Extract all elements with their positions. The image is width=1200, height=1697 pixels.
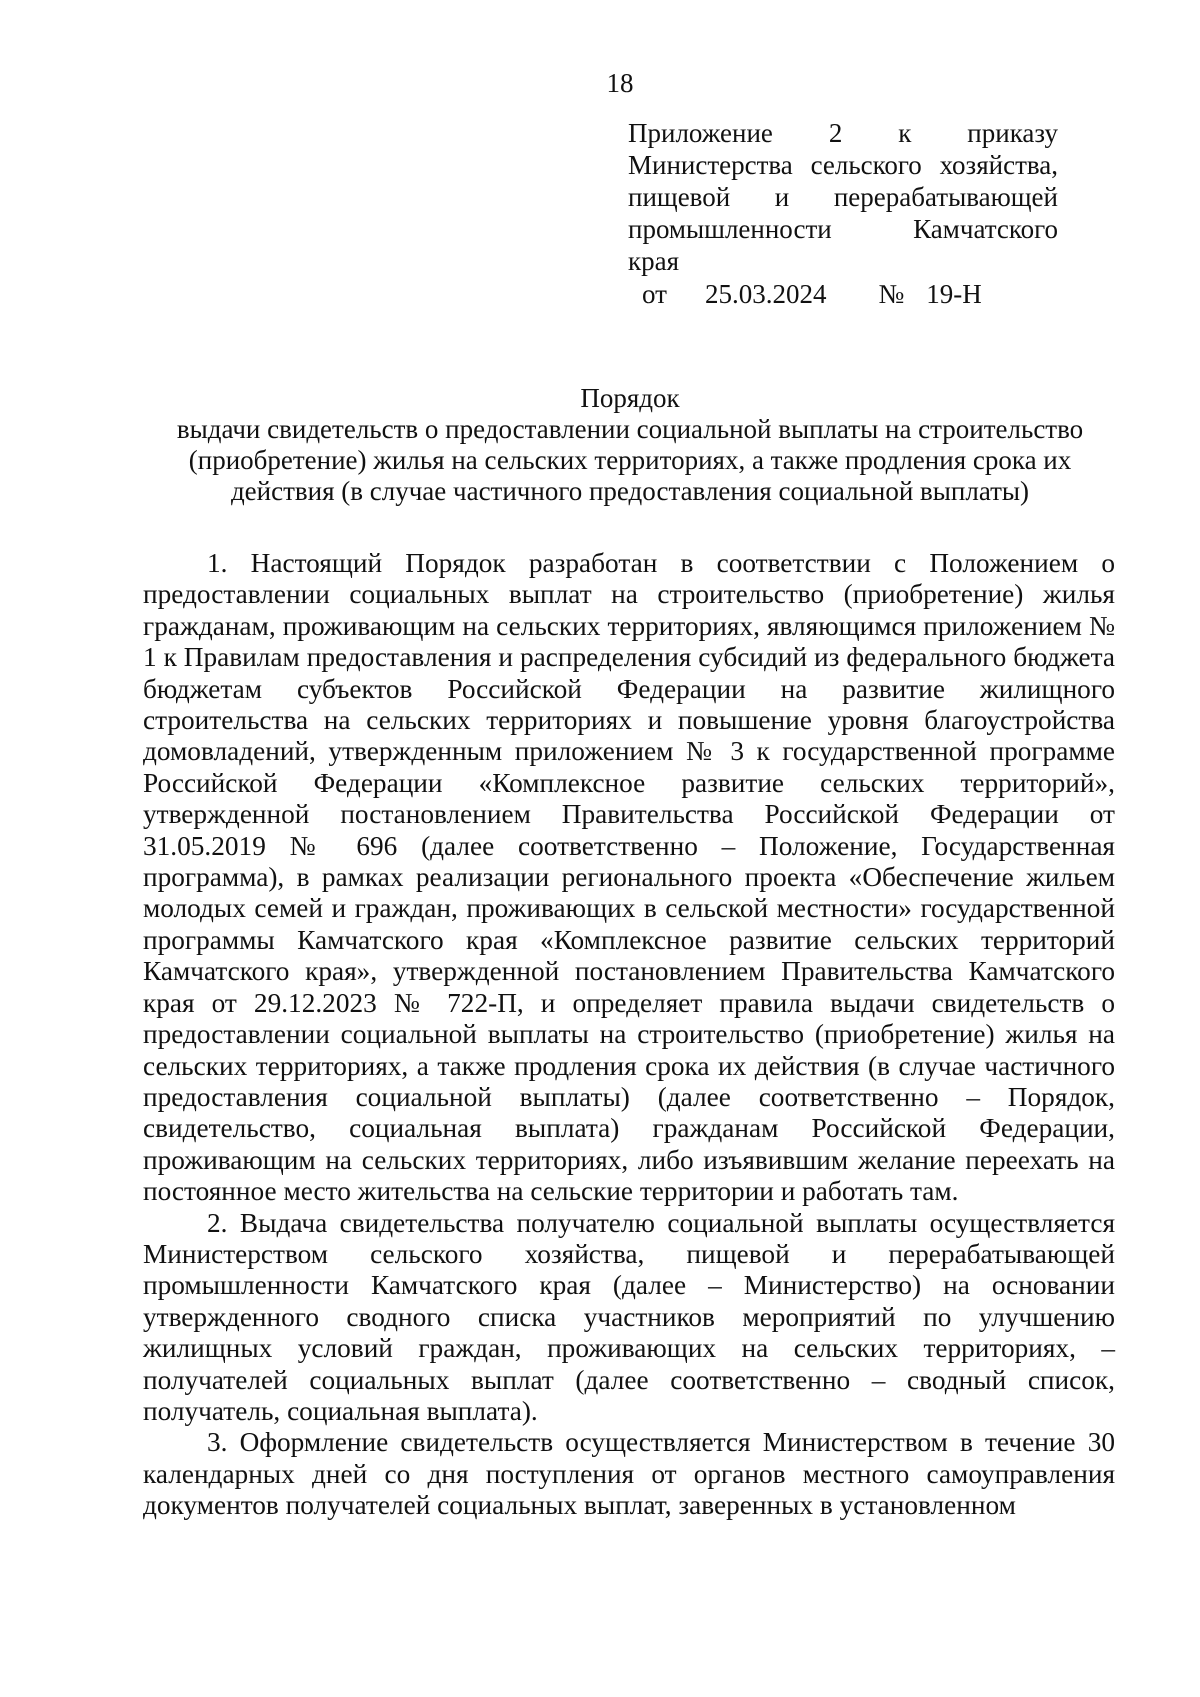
title-heading: Порядок <box>580 383 680 413</box>
paragraph-1: 1. Настоящий Порядок разработан в соответствии с Положением о предоставлении социальных выплат на строительство (приобретение) жилья гражданам, проживающим на сельских территориях, являющимся приложением № 1 к Правилам предоставления и распределения субсидий из федерального бюджета бюджетам субъектов Российской Федерации на развитие жилищного строительства на сельских территориях и повышение уровня благоустройства домовладений, утвержденным приложением № 3 к государственной программе Российской Федерации «Комплексное развитие сельских территорий», утвержденной постановлением Правительства Российской Федерации от 31.05.2019 № 696 (далее соответственно – Положение, Государственная программа), в рамках реализации регионального проекта «Обеспечение жильем молодых семей и граждан, проживающих в сельской местности» государственной программы Камчатского края «Комплексное развитие сельских территорий Камчатского края», утвержденной постановлением Правительства Камчатского края от 29.12.2023 № 722-П, и определяет правила выдачи свидетельств о предоставлении социальной выплаты на строительство (приобретение) жилья на сельских территориях, а также продления срока их действия (в случае частичного предоставления социальной выплаты) (далее соответственно – Порядок, свидетельство, социальная выплата) гражданам Российской Федерации, проживающим на сельских территориях, либо изъявившим желание переехать на постоянное место жительства на сельские территории и работать там. <box>143 548 1115 1207</box>
order-date-line <box>642 278 982 310</box>
paragraph-2: 2. Выдача свидетельства получателю социальной выплаты осуществляется Министерством сельского хозяйства, пищевой и перерабатывающей промышленности Камчатского края (далее – Министерство) на основании утвержденного сводного списка участников мероприятий по улучшению жилищных условий граждан, проживающих на сельских территориях, – получателей социальных выплат (далее соответственно – сводный список, получатель, социальная выплата). <box>143 1207 1115 1426</box>
appendix-line: пищевой и перерабатывающей <box>628 182 1058 212</box>
appendix-line: Приложение 2 к приказу <box>628 118 1058 148</box>
number-sign: № <box>878 279 905 309</box>
appendix-line: края <box>628 246 680 276</box>
appendix-line: Министерства сельского хозяйства, <box>628 150 1058 180</box>
document-body <box>143 548 1115 1522</box>
order-date: 25.03.2024 <box>704 279 827 309</box>
order-number: 19-Н <box>926 279 982 309</box>
title-subtitle: выдачи свидетельств о предоставлении социальной выплаты на строительство (приобретение) жилья на сельских территориях, а также продления срока их действия (в случае частичного предоставления социальной выплаты) <box>176 414 1084 506</box>
appendix-line: промышленности Камчатского <box>628 214 1058 244</box>
date-prefix: от <box>642 279 667 309</box>
paragraph-3: 3. Оформление свидетельств осуществляется Министерством в течение 30 календарных дней со дня поступления от органов местного самоуправления документов получателей социальных выплат, заверенных в установленном <box>143 1427 1115 1521</box>
appendix-block <box>628 117 1058 277</box>
page-number: 18 <box>606 68 634 98</box>
document-title <box>145 383 1115 507</box>
